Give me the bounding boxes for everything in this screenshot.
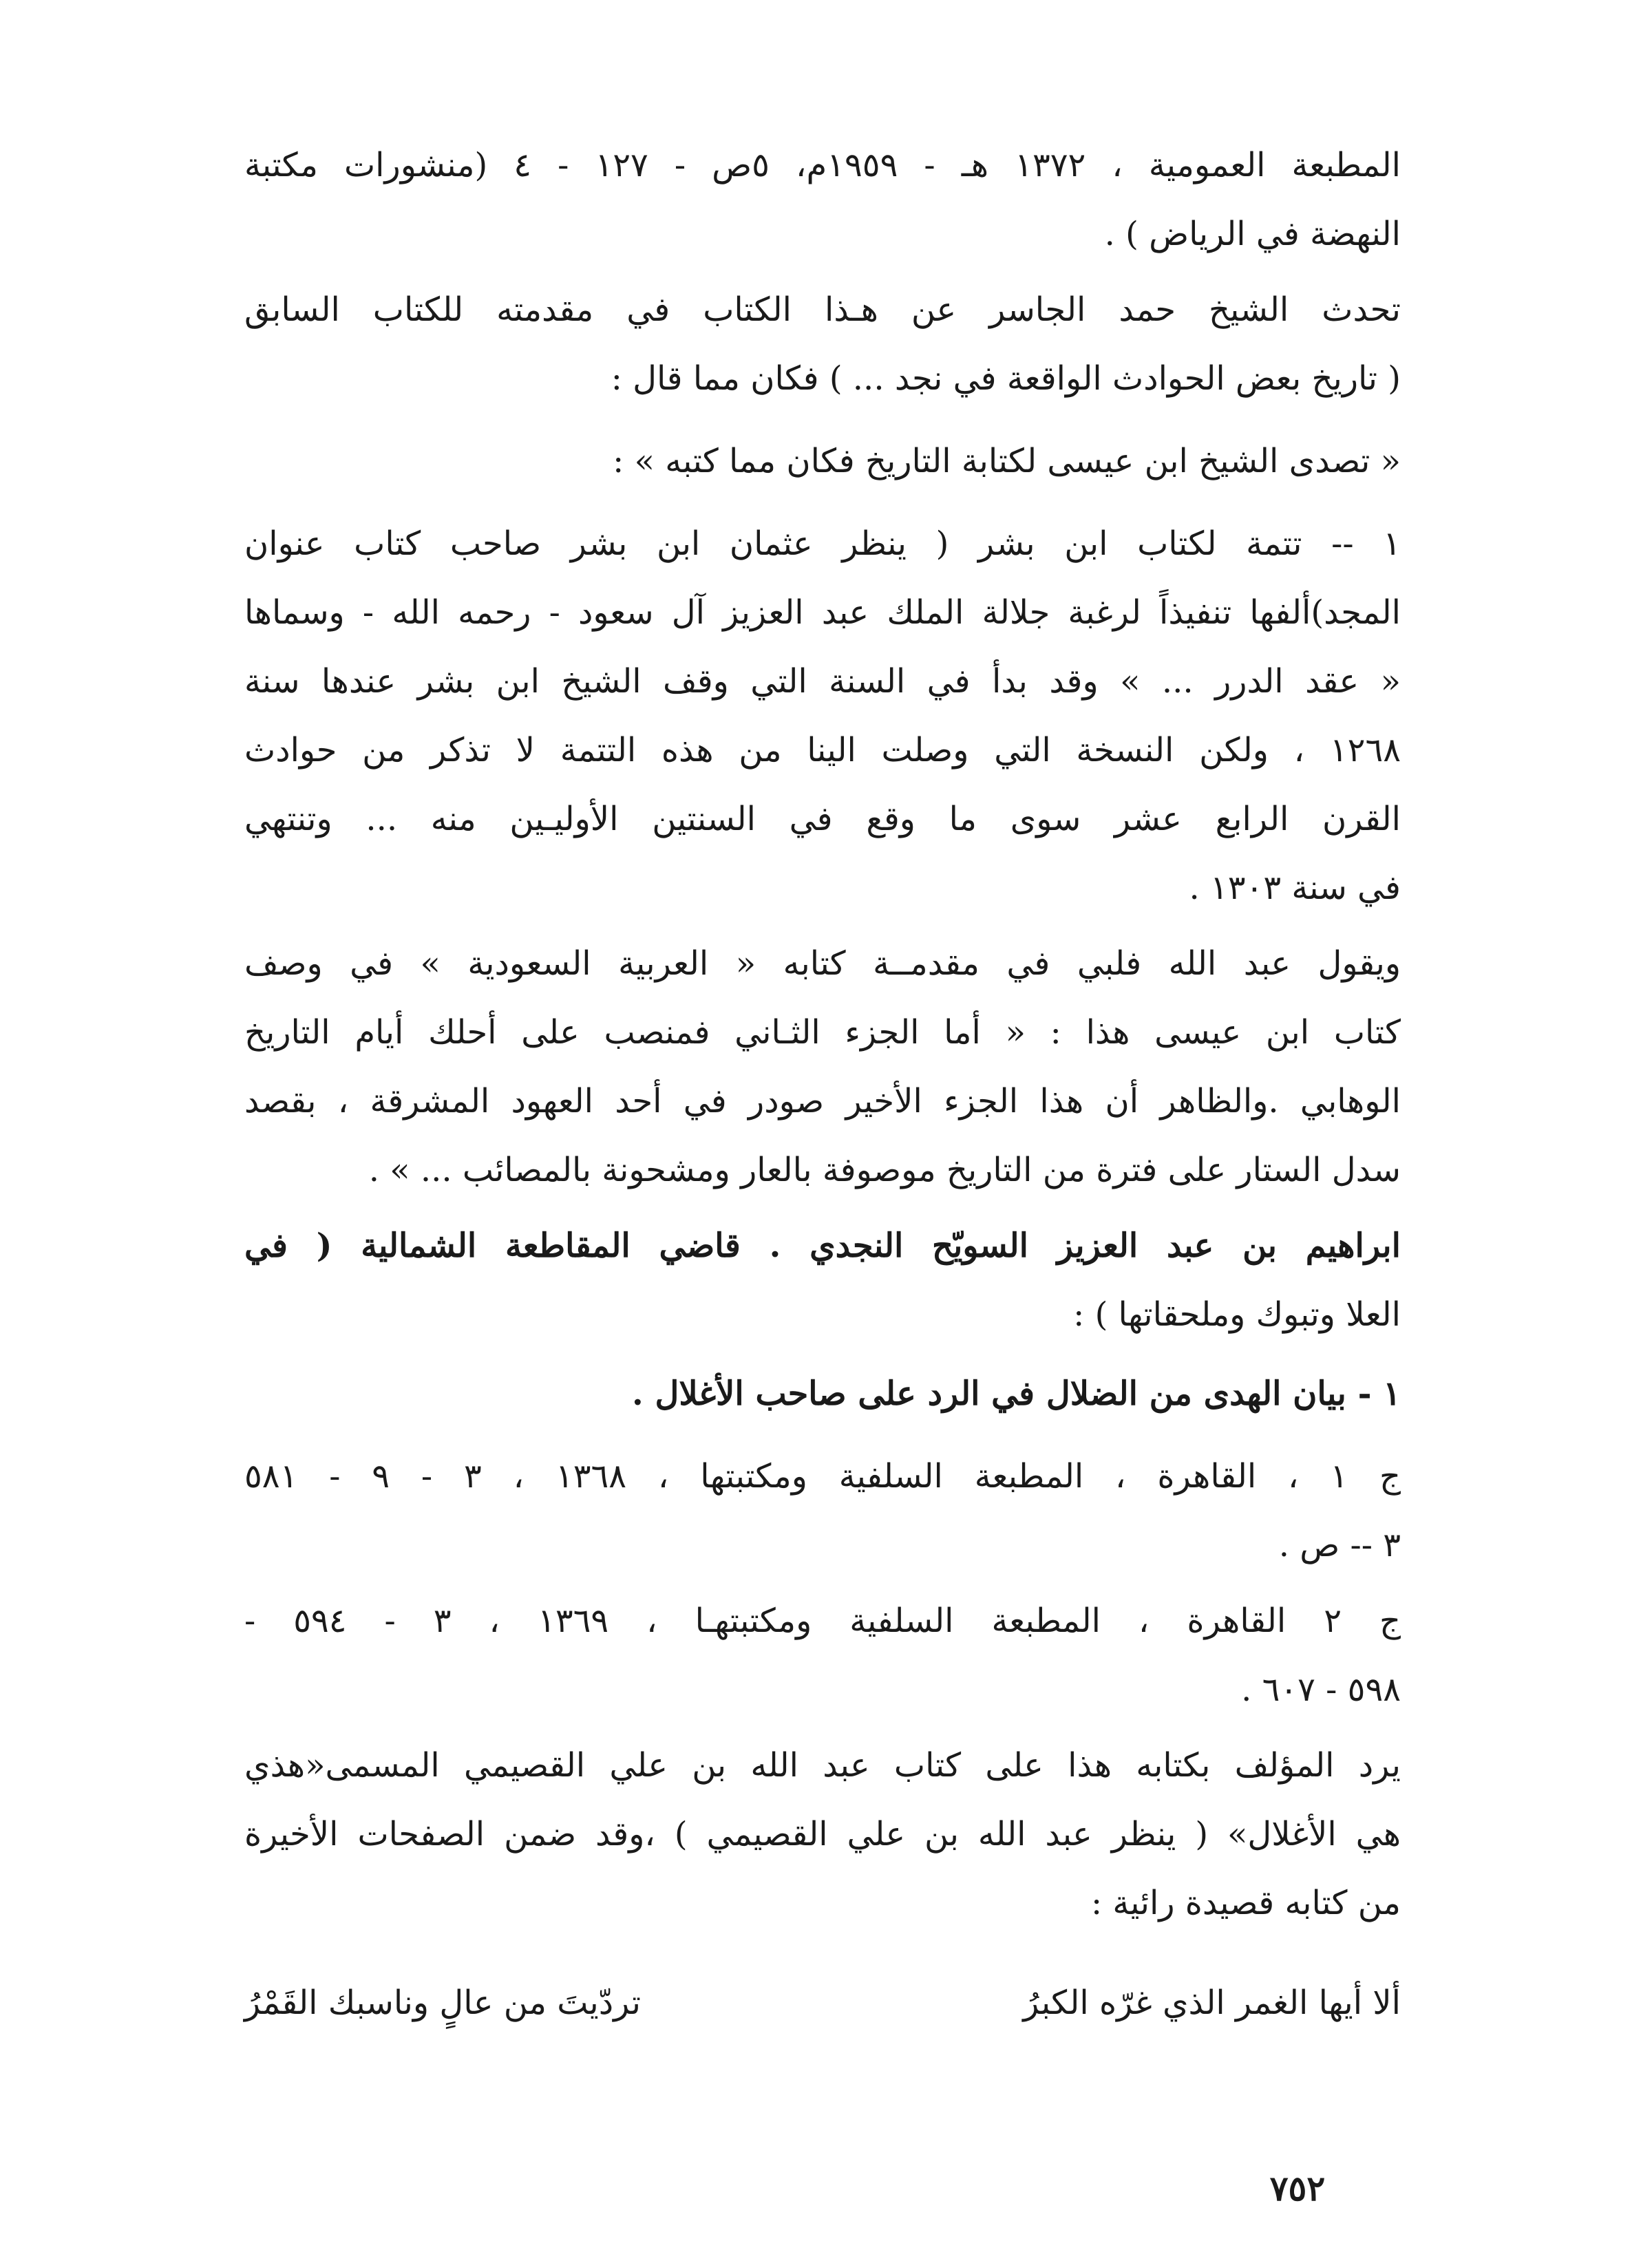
text-line: يرد المؤلف بكتابه هذا على كتاب عبد الله بن علي القصيمي المسمى«هذي <box>244 1746 1401 1785</box>
verse-second-hemistich: تردّيتَ من عالٍ وناسبك القَمْرُ <box>244 1984 641 2022</box>
text-line: المطبعة العمومية ، ١٣٧٢ هـ - ١٩٥٩م، ٥ص - ١٢٧ - ٤ (منشورات مكتبة <box>244 146 1401 184</box>
text-line: العلا وتبوك وملحقاتها ) : <box>1073 1295 1401 1334</box>
text-line: ج ١ ، القاهرة ، المطبعة السلفية ومكتبتها ، ١٣٦٨ ، ٣ - ٩ - ٥٨١ <box>244 1457 1401 1496</box>
book-title-line: ١ - بيان الهدى من الضلال في الرد على صاحب الأغلال . <box>632 1374 1401 1413</box>
text-line: « عقد الدرر ... » وقد بدأ في السنة التي وقف الشيخ ابن بشر عندها سنة <box>244 662 1401 701</box>
text-line: المجد)ألفها تنفيذاً لرغبة جلالة الملك عبد العزيز آل سعود - رحمه الله - وسماها <box>244 593 1401 632</box>
text-line: ٥٩٨ - ٦٠٧ . <box>1241 1670 1401 1709</box>
text-line: تحدث الشيخ حمد الجاسر عن هـذا الكتاب في مقدمته للكتاب السابق <box>244 290 1401 329</box>
text-line: ج ٢ القاهرة ، المطبعة السلفية ومكتبتهـا ، ١٣٦٩ ، ٣ - ٥٩٤ - <box>244 1602 1401 1640</box>
text-line: القرن الرابع عشر سوى ما وقع في السنتين الأوليـين منه ... وتنتهي <box>244 800 1401 838</box>
paragraph-publication-info <box>244 131 1401 268</box>
paragraph-quote-intro <box>244 427 1401 496</box>
text-line: ١٢٦٨ ، ولكن النسخة التي وصلت الينا من هذه التتمة لا تذكر من حوادث <box>244 731 1401 769</box>
book-title-entry <box>244 1359 1401 1428</box>
paragraph-supplement <box>244 509 1401 922</box>
text-line: ١ -- تتمة لكتاب ابن بشر ( ينظر عثمان ابن بشر صاحب كتاب عنوان <box>244 524 1401 563</box>
text-line: سدل الستار على فترة من التاريخ موصوفة بالعار ومشحونة بالمصائب ... » . <box>368 1151 1401 1189</box>
paragraph-jasser-note <box>244 275 1401 413</box>
volume-2-entry <box>244 1586 1401 1724</box>
text-line: في سنة ١٣٠٣ . <box>1189 869 1401 907</box>
poem-verse <box>244 1968 1401 2037</box>
author-heading-line: ابراهيم بن عبد العزيز السويّح النجدي . قاضي المقاطعة الشمالية ( في <box>244 1226 1401 1265</box>
paragraph-philby-quote <box>244 929 1401 1204</box>
paragraph-author-entry <box>244 1211 1401 1349</box>
verse-first-hemistich: ألا أيها الغمر الذي غرّه الكبرُ <box>1023 1984 1401 2022</box>
text-line: من كتابه قصيدة رائية : <box>1091 1884 1401 1922</box>
page-number: ٧٥٢ <box>1269 2168 1326 2209</box>
text-line: ٣ -- ص . <box>1278 1526 1401 1564</box>
text-line: هي الأغلال» ( ينظر عبد الله بن علي القصيمي ) ،وقد ضمن الصفحات الأخيرة <box>244 1815 1401 1853</box>
text-line: الوهابي .والظاهر أن هذا الجزء الأخير صودر في أحد العهود المشرقة ، بقصد <box>244 1082 1401 1120</box>
text-line: ويقول عبد الله فلبي في مقدمــة كتابه « العربية السعودية » في وصف <box>244 944 1401 983</box>
paragraph-rebuttal <box>244 1731 1401 1937</box>
text-line: « تصدى الشيخ ابن عيسى لكتابة التاريخ فكان مما كتبه » : <box>613 442 1401 480</box>
text-line: ( تاريخ بعض الحوادث الواقعة في نجد ... ) فكان مما قال : <box>611 359 1401 398</box>
volume-1-entry <box>244 1442 1401 1580</box>
text-line: كتاب ابن عيسى هذا : « أما الجزء الثـاني فمنصب على أحلك أيام التاريخ <box>244 1013 1401 1052</box>
text-line: النهضة في الرياض ) . <box>1104 215 1401 253</box>
